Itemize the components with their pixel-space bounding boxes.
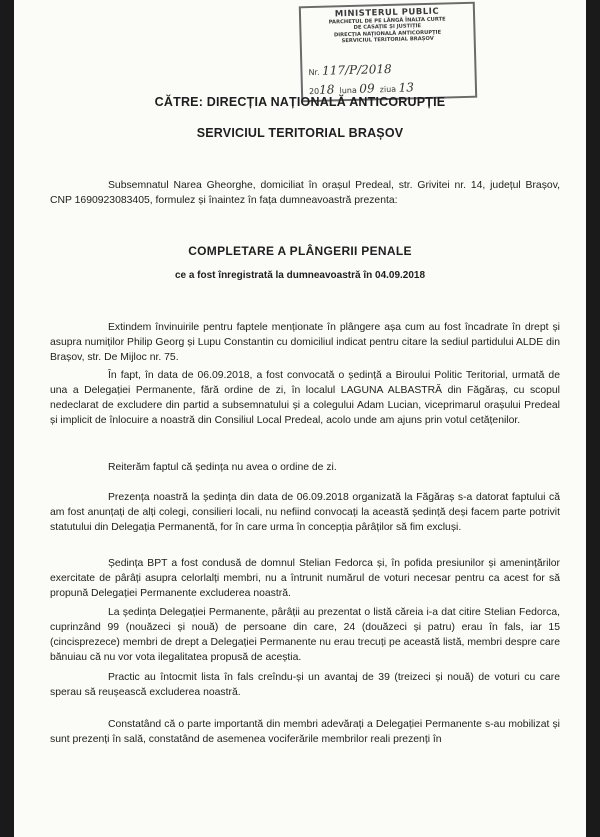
paragraph-6: La ședința Delegației Permanente, pârâții au prezentat o listă căreia i-a dat citire Stelian Fedorca, cuprinzând 99 (nouăzeci și nouă) de persoane din care, 24 (douăzeci și patru) erau în fals, iar 15 (cincisprezece) membri de drept a Delegației Permanente nu erau trecuți pe această listă, membri despre care bănuiau că nu vor vota ilegalitatea propusă de aceștia.: [50, 607, 560, 663]
stamp-date-row: [308, 80, 415, 97]
paragraph-1: Extindem învinuirile pentru faptele menționate în plângere așa cum au fost încadrate în drept și asupra numiților Philip Georg și Lupu Constantin cu domiciliul indicat pentru citare la sediul partidului ALDE din Brașov, str. De Mijloc nr. 75.: [50, 322, 560, 363]
recipient-line-2: SERVICIUL TERITORIAL BRAȘOV: [196, 126, 404, 140]
stamp-year-value: 18: [318, 82, 335, 97]
recipient-line-1: CĂTRE: DIRECȚIA NAȚIONALĂ ANTICORUPȚIE: [154, 95, 446, 109]
stamp-month-value: 09: [359, 81, 375, 96]
stamp-line-1: PARCHETUL DE PE LÂNGĂ ÎNALTA CURTE: [328, 16, 446, 26]
paragraph-8: Constatând că o parte importantă din membri adevărați a Delegației Permanente s-au mobilizat și sunt prezenți în sală, constatând de asemenea vociferările membrilor reali prezenți în: [50, 719, 560, 745]
document-page: [14, 0, 586, 837]
stamp-institution: MINISTERUL PUBLIC: [334, 6, 440, 20]
document-title: COMPLETARE A PLÂNGERII PENALE: [188, 244, 412, 258]
stamp-nr-value: 117/P/2018: [321, 61, 392, 78]
stamp-month-label: luna: [339, 85, 357, 96]
stamp-line-2: DE CASAȚIE ȘI JUSTIȚIE: [353, 23, 422, 32]
stamp-number-row: [308, 61, 392, 78]
registration-stamp: [299, 2, 477, 103]
intro-paragraph: Subsemnatul Narea Gheorghe, domiciliat în orașul Predeal, str. Grivitei nr. 14, județul Brașov, CNP 1690923083405, formulez și înaintez în fața dumneavoastră prezenta:: [50, 180, 560, 206]
document-subtitle: ce a fost înregistrată la dumneavoastră în 04.09.2018: [174, 270, 426, 281]
paragraph-7: Practic au întocmit lista în fals creîndu-și un avantaj de 39 (treizeci și nouă) de voturi cu care sperau să reușească excluderea noastră.: [50, 672, 560, 698]
paragraph-3: Reiterăm faptul că ședința nu avea o ordine de zi.: [108, 462, 337, 473]
stamp-day-label: ziua: [379, 84, 397, 95]
paragraph-2: În fapt, în data de 06.09.2018, a fost convocată o ședință a Biroului Politic Teritorial, urmată de una a Delegației Permanente, fără ordine de zi, în localul LAGUNA ALBASTRĂ din Făgăraș, cu scopul nedeclarat de excludere din partid a subsemnatului și a colegului Adam Lucian, viceprimarul orașului Predeal și implicit de înlocuire a noastră din Consiliul Local Predeal, acolo unde am ajuns prin votul cetățenilor.: [50, 370, 560, 426]
stamp-nr-label: Nr.: [308, 67, 320, 78]
paragraph-5: Ședința BPT a fost condusă de domnul Stelian Fedorca și, în pofida presiunilor și amenințărilor exercitate de pârâți asupra celorlalți membri, nu a întrunit numărul de voturi necesar pentru ca acest for să propună Delegației Permanente excluderea noastră.: [50, 558, 560, 599]
stamp-line-4: SERVICIUL TERITORIAL BRAȘOV: [341, 36, 434, 45]
stamp-day-value: 13: [398, 80, 415, 95]
paragraph-4: Prezența noastră la ședința din data de 06.09.2018 organizată la Făgăraș s-a datorat faptului că am fost anunțați de alți colegi, consilieri locali, nu nefiind convocați la această ședință deși facem parte potrivit statutului din Delegația Permanentă, for în care urma în concepția pârâților să fim excluși.: [50, 492, 560, 533]
stamp-line-3: DIRECȚIA NAȚIONALĂ ANTICORUPȚIE: [333, 29, 442, 39]
stamp-year-prefix: 20: [308, 86, 320, 97]
